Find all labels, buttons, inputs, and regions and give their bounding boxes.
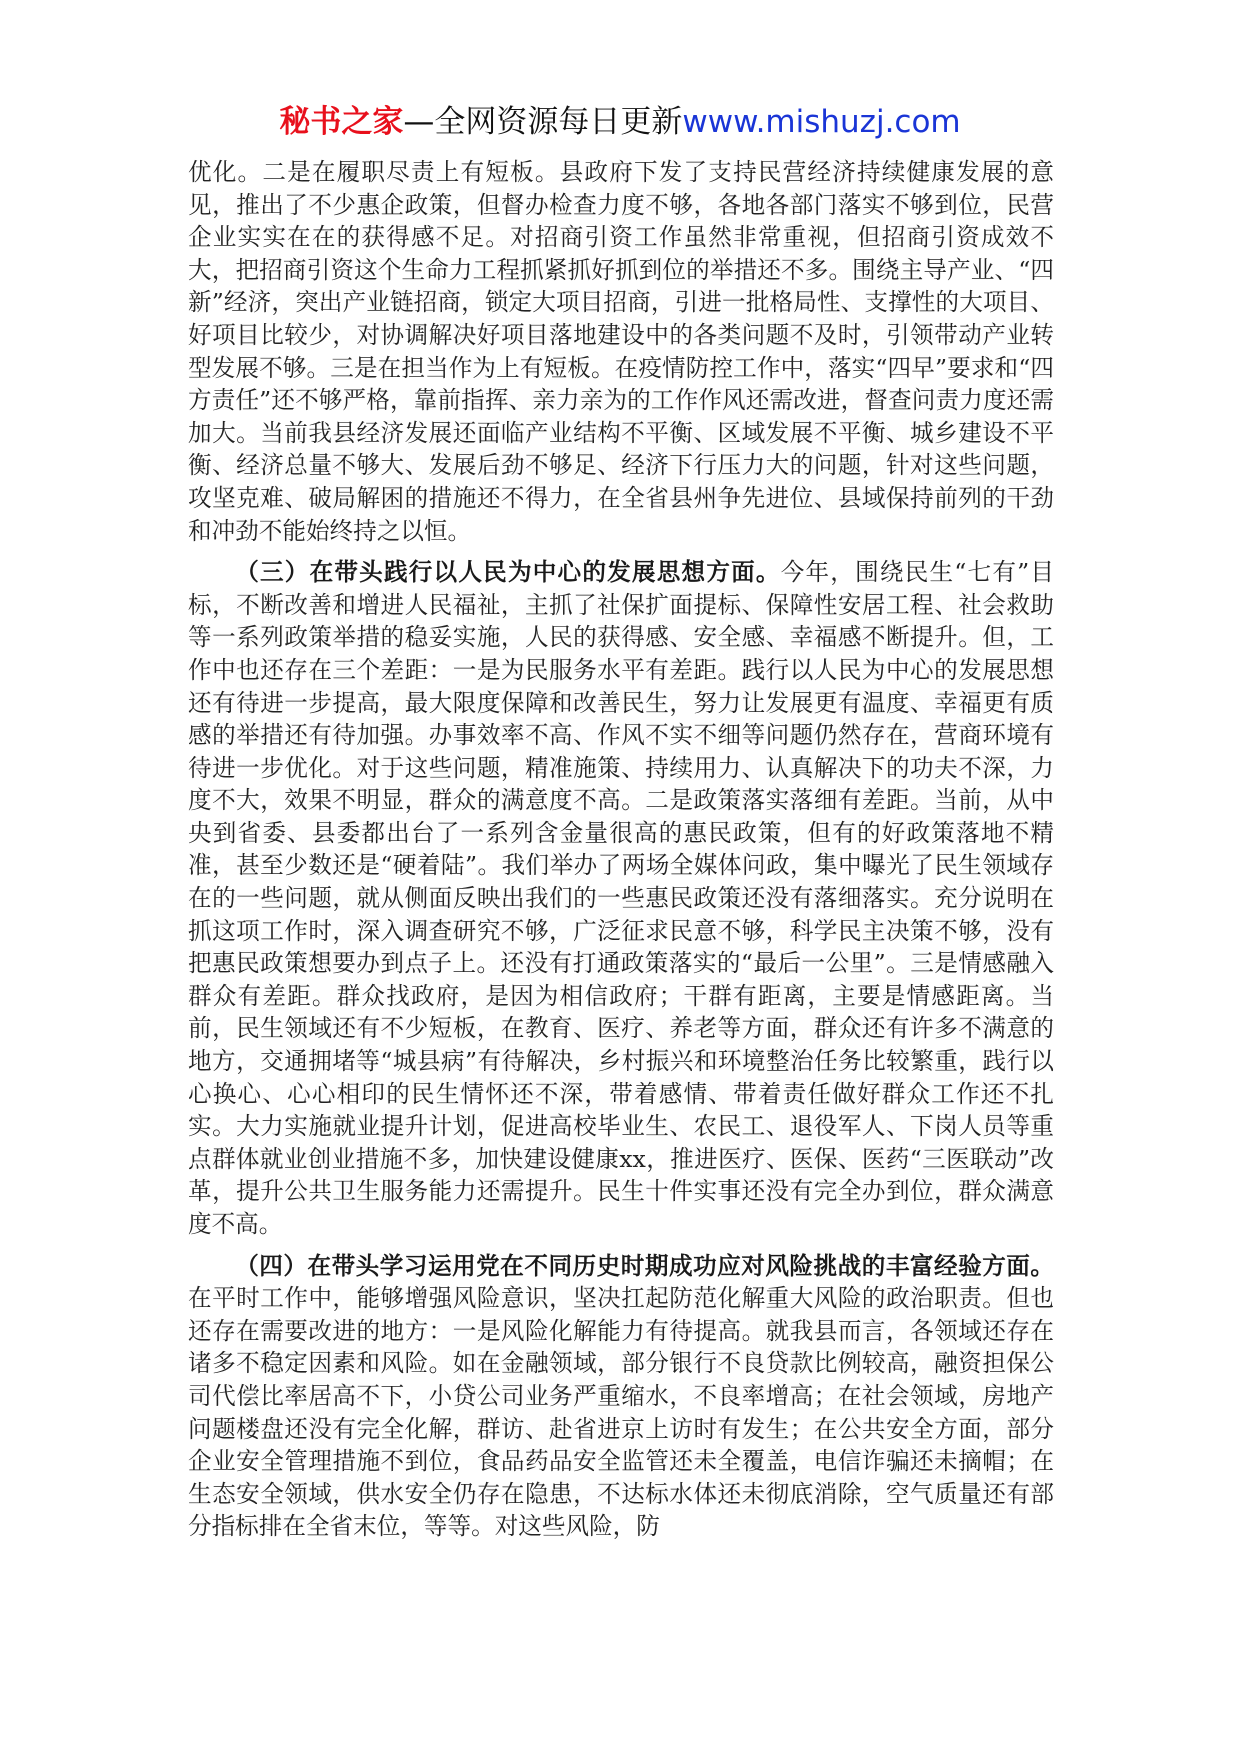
paragraph-continuation [188,156,1054,547]
section-heading: （三）在带头践行以人民为中心的发展思想方面。 [235,558,781,587]
paragraph-section-four [188,1250,1054,1543]
paragraph-body: 优化。二是在履职尽责上有短板。县政府下发了支持民营经济持续健康发展的意见，推出了不少惠企政策，但督办检查力度不够，各地各部门落实不够到位，民营企业实实在在的获得感不足。对招商引资工作虽然非常重视，但招商引资成效不大，把招商引资这个生命力工程抓紧抓好抓到位的举措还不多。围绕主导产业、“四新”经济，突出产业链招商，锁定大项目招商，引进一批格局性、支撑性的大项目、好项目比较少，对协调解决好项目落地建设中的各类问题不及时，引领带动产业转型发展不够。三是在担当作为上有短板。在疫情防控工作中，落实“四早”要求和“四方责任”还不够严格，靠前指挥、亲力亲为的工作作风还需改进，督查问责力度还需加大。当前我县经济发展还面临产业结构不平衡、区域发展不平衡、城乡建设不平衡、经济总量不够大、发展后劲不够足、经济下行压力大的问题，针对这些问题，攻坚克难、破局解困的措施还不得力，在全省县州争先进位、县域保持前列的干劲和冲劲不能始终持之以恒。 [188,158,1054,545]
section-heading: （四）在带头学习运用党在不同历史时期成功应对风险挑战的丰富经验方面。 [235,1251,1054,1280]
site-header [0,102,1240,142]
paragraph-section-three [188,556,1054,1240]
document-body [188,156,1054,1543]
paragraph-body: 今年，围绕民生“七有”目标，不断改善和增进人民福祉，主抓了社保扩面提标、保障性安居工程、社会救助等一系列政策举措的稳妥实施，人民的获得感、安全感、幸福感不断提升。但，工作中也还存在三个差距：一是为民服务水平有差距。践行以人民为中心的发展思想还有待进一步提高，最大限度保障和改善民生，努力让发展更有温度、幸福更有质感的举措还有待加强。办事效率不高、作风不实不细等问题仍然存在，营商环境有待进一步优化。对于这些问题，精准施策、持续用力、认真解决下的功夫不深，力度不大，效果不明显，群众的满意度不高。二是政策落实落细有差距。当前，从中央到省委、县委都出台了一系列含金量很高的惠民政策，但有的好政策落地不精准，甚至少数还是“硬着陆”。我们举办了两场全媒体问政，集中曝光了民生领域存在的一些问题，就从侧面反映出我们的一些惠民政策还没有落细落实。充分说明在抓这项工作时，深入调查研究不够，广泛征求民意不够，科学民主决策不够，没有把惠民政策想要办到点子上。还没有打通政策落实的“最后一公里”。三是情感融入群众有差距。群众找政府，是因为相信政府；干群有距离，主要是情感距离。当前，民生领域还有不少短板，在教育、医疗、养老等方面，群众还有许多不满意的地方，交通拥堵等“城县病”有待解决，乡村振兴和环境整治任务比较繁重，践行以心换心、心心相印的民生情怀还不深，带着感情、带着责任做好群众工作还不扎实。大力实施就业提升计划，促进高校毕业生、农民工、退役军人、下岗人员等重点群体就业创业措施不多，加快建设健康xx，推进医疗、医保、医药“三医联动”改革，提升公共卫生服务能力还需提升。民生十件实事还没有完全办到位，群众满意度不高。 [188,558,1055,1238]
site-url-link[interactable]: www.mishuzj.com [682,104,961,140]
paragraph-body: 在平时工作中，能够增强风险意识，坚决扛起防范化解重大风险的政治职责。但也还存在需要改进的地方：一是风险化解能力有待提高。就我县而言，各领域还存在诸多不稳定因素和风险。如在金融领域，部分银行不良贷款比例较高，融资担保公司代偿比率居高不下，小贷公司业务严重缩水，不良率增高；在社会领域，房地产问题楼盘还没有完全化解，群访、赴省进京上访时有发生；在公共安全方面，部分企业安全管理措施不到位，食品药品安全监管还未全覆盖，电信诈骗还未摘帽；在生态安全领域，供水安全仍存在隐患，不达标水体还未彻底消除，空气质量还有部分指标排在全省末位，等等。对这些风险，防 [188,1284,1054,1541]
site-brand: 秘书之家 [279,104,404,140]
site-slogan: —全网资源每日更新 [403,104,683,140]
